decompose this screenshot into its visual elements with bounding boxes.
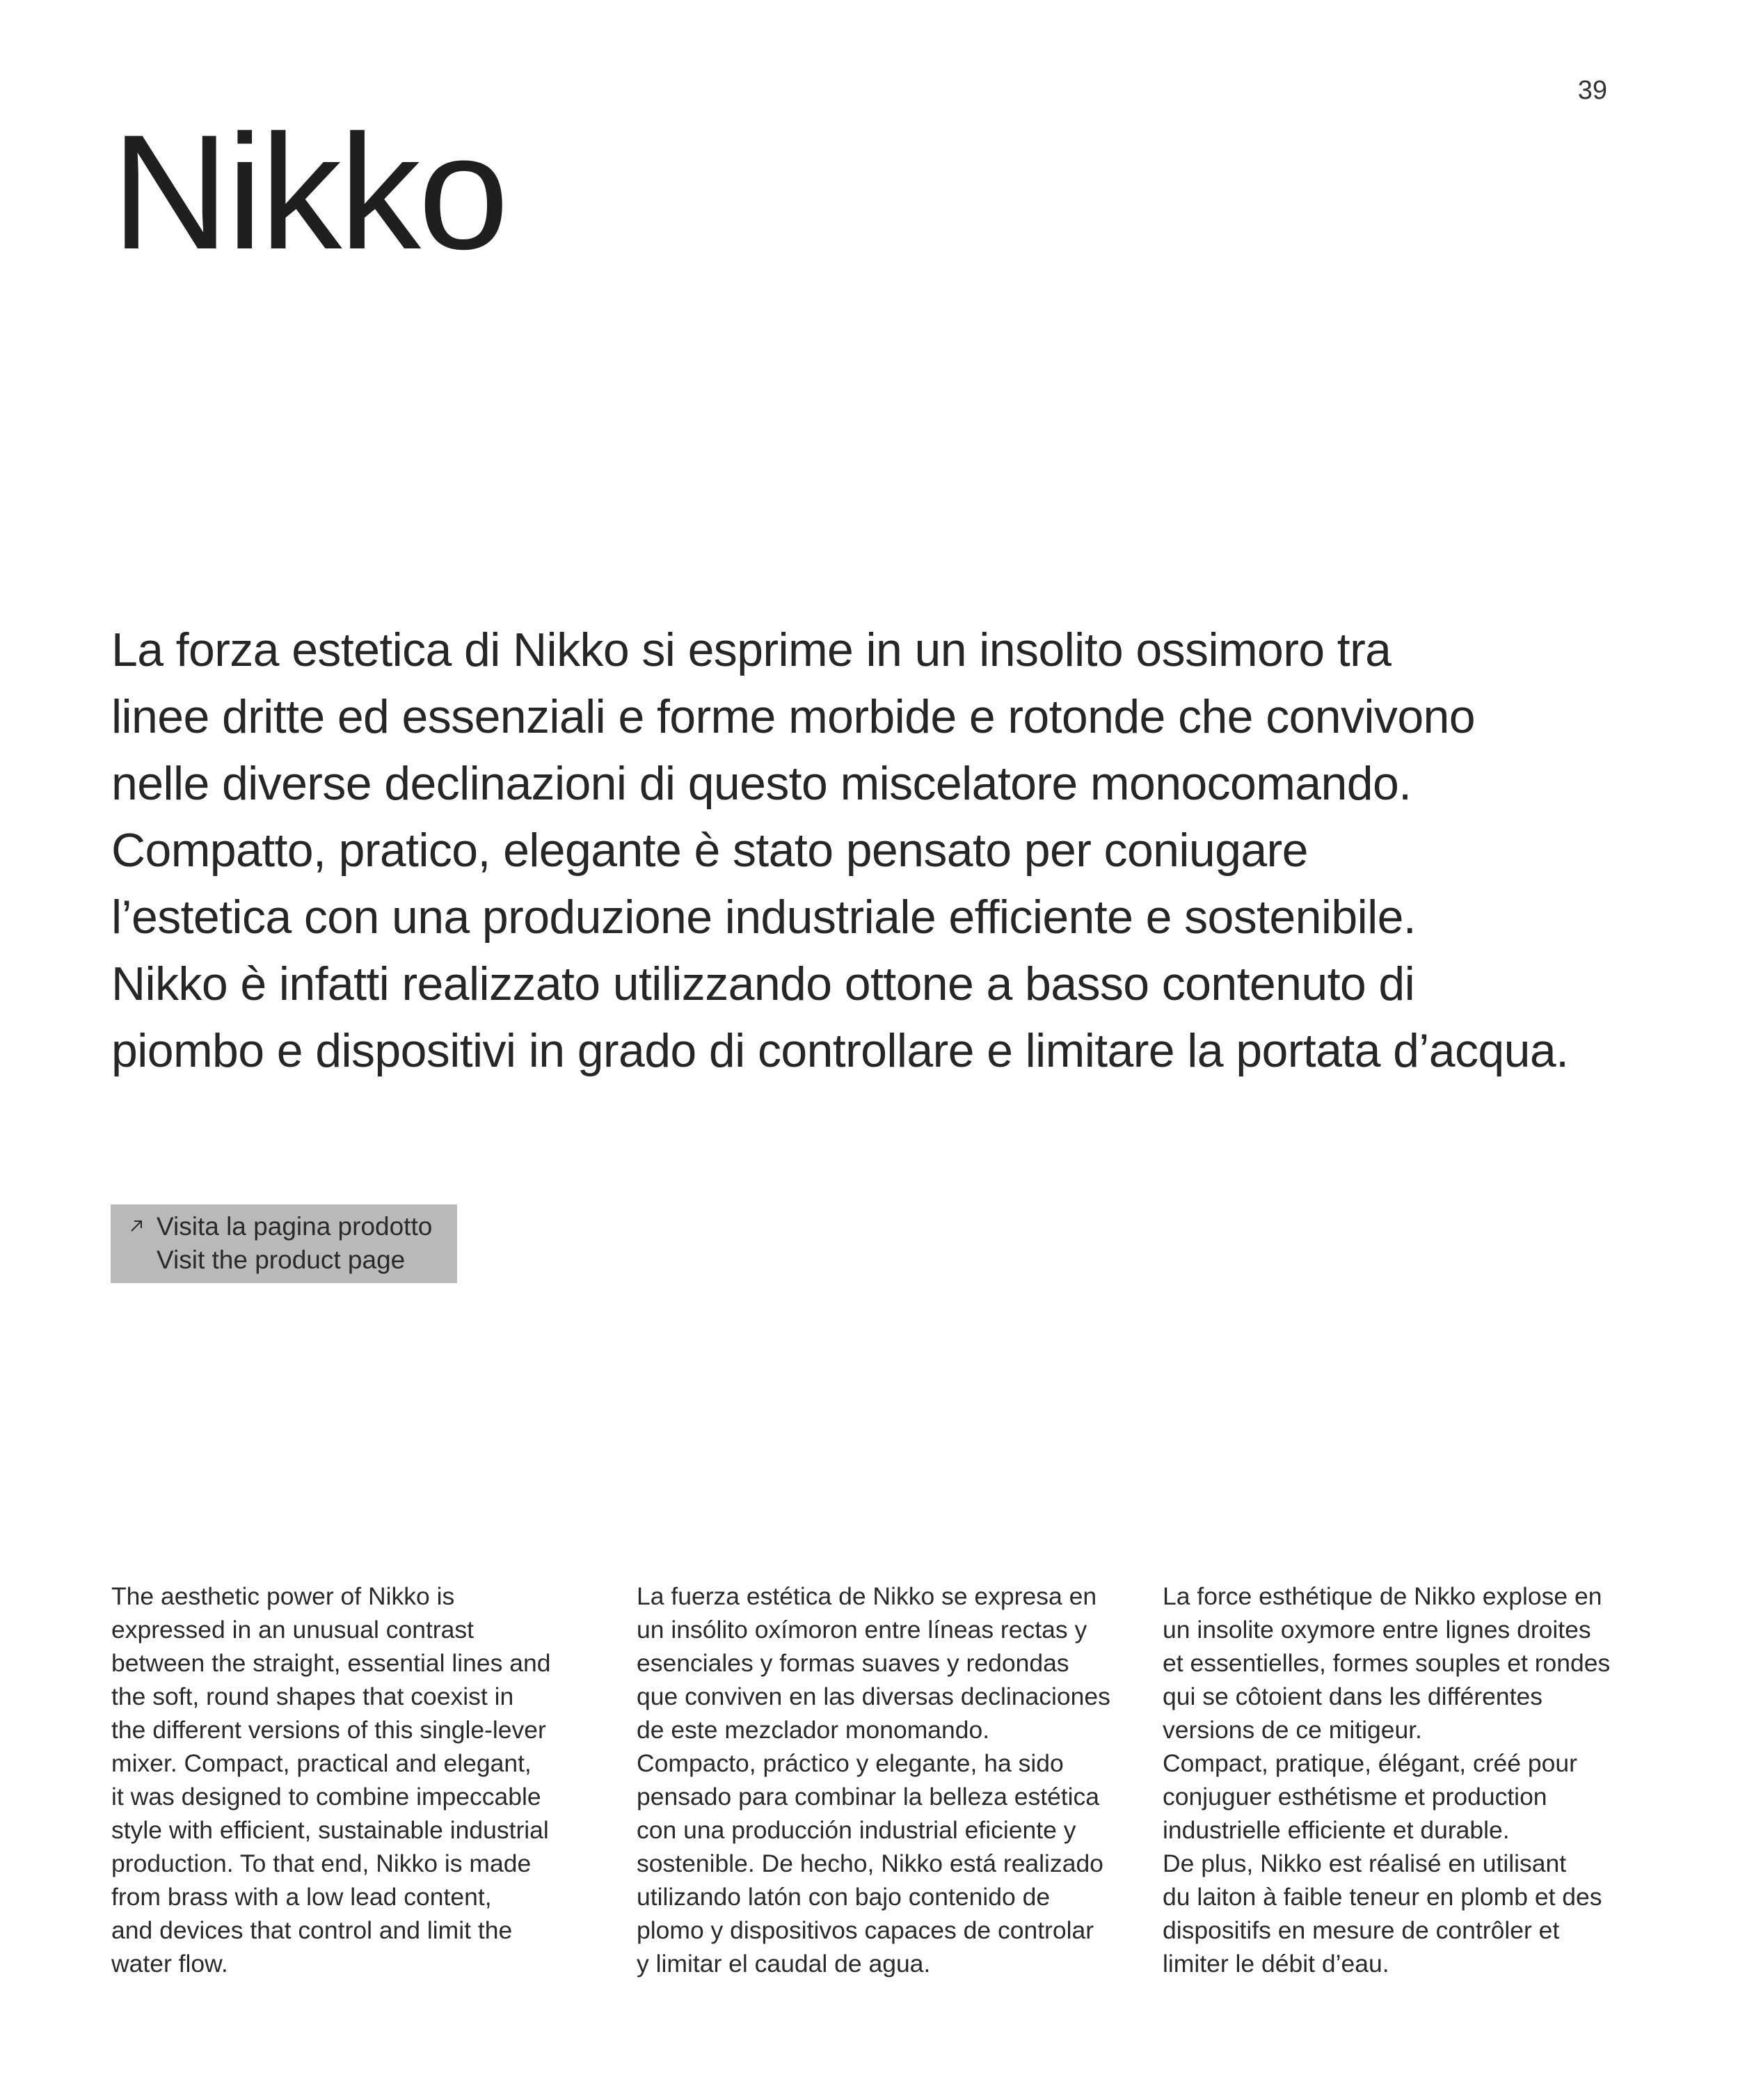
- text-line: and devices that control and limit the: [111, 1916, 513, 1944]
- text-line: The aesthetic power of Nikko is: [111, 1582, 455, 1610]
- text-line: between the straight, essential lines and: [111, 1649, 551, 1677]
- description-column-es: [637, 1580, 1124, 1980]
- text-line: water flow.: [111, 1950, 228, 1978]
- product-link-label-it: Visita la pagina prodotto: [157, 1212, 433, 1241]
- text-line: De plus, Nikko est réalisé en utilisant: [1163, 1850, 1567, 1877]
- text-line: sostenible. De hecho, Nikko está realizado: [637, 1850, 1103, 1877]
- text-line: the different versions of this single-lever: [111, 1716, 546, 1744]
- text-line: dispositifs en mesure de contrôler et: [1163, 1916, 1560, 1944]
- text-line: conjuguer esthétisme et production: [1163, 1783, 1547, 1811]
- description-column-en: [111, 1580, 598, 1980]
- text-line: La fuerza estética de Nikko se expresa en: [637, 1582, 1097, 1610]
- intro-line: La forza estetica di Nikko si esprime in un insolito ossimoro tra: [111, 623, 1392, 676]
- text-line: du laiton à faible teneur en plomb et des: [1163, 1883, 1602, 1911]
- text-line: et essentielles, formes souples et rondes: [1163, 1649, 1611, 1677]
- intro-paragraph-it: [111, 617, 1670, 1084]
- intro-line: Nikko è infatti realizzato utilizzando ottone a basso contenuto di: [111, 957, 1415, 1010]
- page-title: Nikko: [111, 100, 507, 283]
- text-line: utilizando latón con bajo contenido de: [637, 1883, 1051, 1911]
- text-line: Compact, pratique, élégant, créé pour: [1163, 1749, 1577, 1777]
- description-column-fr: [1163, 1580, 1650, 1980]
- text-line: con una producción industrial eficiente y: [637, 1816, 1076, 1844]
- text-line: y limitar el caudal de agua.: [637, 1950, 931, 1978]
- intro-line: piombo e dispositivi in grado di controllare e limitare la portata d’acqua.: [111, 1024, 1569, 1077]
- product-page-link-button[interactable]: [111, 1204, 457, 1283]
- text-line: the soft, round shapes that coexist in: [111, 1683, 514, 1710]
- text-line: style with efficient, sustainable industrial: [111, 1816, 549, 1844]
- text-line: un insólito oxímoron entre líneas rectas y: [637, 1616, 1087, 1644]
- text-line: limiter le débit d’eau.: [1163, 1950, 1389, 1978]
- text-line: que conviven en las diversas declinaciones: [637, 1683, 1110, 1710]
- text-line: from brass with a low lead content,: [111, 1883, 492, 1911]
- text-line: it was designed to combine impeccable: [111, 1783, 541, 1811]
- text-line: plomo y dispositivos capaces de controlar: [637, 1916, 1094, 1944]
- text-line: esenciales y formas suaves y redondas: [637, 1649, 1069, 1677]
- arrow-up-right-icon: [127, 1216, 147, 1235]
- intro-line: l’estetica con una produzione industriale efficiente e sostenibile.: [111, 891, 1417, 944]
- page-number: 39: [1577, 76, 1607, 105]
- text-line: industrielle efficiente et durable.: [1163, 1816, 1510, 1844]
- text-line: production. To that end, Nikko is made: [111, 1850, 532, 1877]
- text-line: mixer. Compact, practical and elegant,: [111, 1749, 532, 1777]
- intro-line: Compatto, pratico, elegante è stato pensato per coniugare: [111, 824, 1308, 877]
- text-line: expressed in an unusual contrast: [111, 1616, 474, 1644]
- text-line: de este mezclador monomando.: [637, 1716, 990, 1744]
- text-line: un insolite oxymore entre lignes droites: [1163, 1616, 1591, 1644]
- product-link-label-en: Visit the product page: [157, 1246, 406, 1274]
- text-line: pensado para combinar la belleza estética: [637, 1783, 1100, 1811]
- intro-line: nelle diverse declinazioni di questo miscelatore monocomando.: [111, 757, 1412, 810]
- text-line: qui se côtoient dans les différentes: [1163, 1683, 1543, 1710]
- intro-line: linee dritte ed essenziali e forme morbide e rotonde che convivono: [111, 690, 1475, 743]
- text-line: Compacto, práctico y elegante, ha sido: [637, 1749, 1064, 1777]
- text-line: versions de ce mitigeur.: [1163, 1716, 1422, 1744]
- text-line: La force esthétique de Nikko explose en: [1163, 1582, 1602, 1610]
